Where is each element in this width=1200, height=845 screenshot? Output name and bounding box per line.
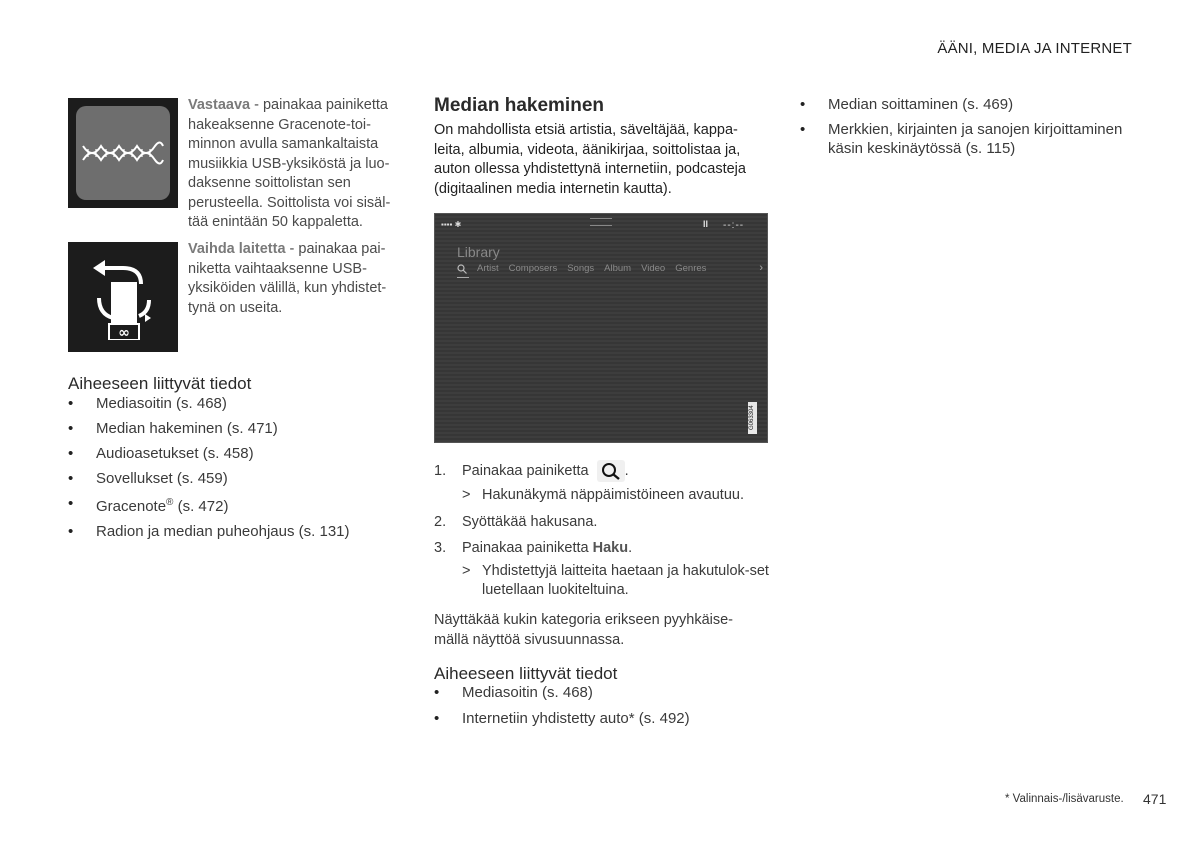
gracenote-row — [68, 98, 403, 233]
related-link[interactable]: • Gracenote® (s. 472) — [68, 495, 403, 523]
related-link[interactable]: • Radion ja median puheohjaus (s. 131) — [68, 523, 403, 548]
switch-device-icon — [68, 242, 178, 352]
switch-device-description — [188, 240, 403, 352]
related-link[interactable]: • Mediasoitin (s. 468) — [434, 684, 769, 710]
gracenote-icon — [68, 98, 178, 208]
related-link[interactable]: • Median soittaminen (s. 469) — [800, 96, 1140, 113]
pause-icon: II — [703, 219, 709, 229]
steps-list — [434, 460, 769, 601]
library-screenshot — [434, 213, 768, 443]
intro-paragraph: On mahdollista etsiä artistia, säveltäjää, kappa-leita, albumia, videota, äänikirjaa, soittolistaa ja, auton ollessa yhdistettynä internetiin, podcasteja (digitaalinen media internetin kautta). — [434, 122, 746, 197]
image-code: G063304 — [748, 402, 757, 434]
related-link[interactable]: • Internetiin yhdistetty auto* (s. 492) — [434, 710, 769, 736]
gracenote-term: Vastaava — [188, 97, 251, 113]
related-list — [68, 395, 403, 548]
step-3-result: > Yhdistettyjä laitteita haetaan ja hakutulok-set luetellaan luokiteltuina. — [462, 562, 769, 598]
related-link[interactable]: • Audioasetukset (s. 458) — [68, 445, 403, 470]
gracenote-description — [188, 96, 403, 233]
related-link[interactable]: • Median hakeminen (s. 471) — [68, 420, 403, 445]
related-link[interactable]: • Mediasoitin (s. 468) — [68, 395, 403, 420]
page-number: 471 — [1143, 791, 1167, 807]
related-link[interactable]: • Sovellukset (s. 459) — [68, 470, 403, 495]
section-title: ÄÄNI, MEDIA JA INTERNET — [937, 40, 1132, 57]
library-tabs — [457, 263, 706, 274]
search-icon[interactable] — [457, 264, 467, 274]
search-icon — [597, 460, 625, 482]
note-paragraph: Näyttäkää kukin kategoria erikseen pyyhkäise-mällä näyttöä sivusuunnassa. — [434, 612, 734, 648]
related-title: Aiheeseen liittyvät tiedot — [68, 374, 252, 393]
step-2: 2. Syöttäkää hakusana. — [434, 513, 598, 530]
section-heading: Median hakeminen — [434, 95, 604, 116]
related-list — [434, 684, 769, 736]
step-1-result: > Hakunäkymä näppäimistöineen avautuu. — [462, 487, 744, 503]
library-title: Library — [457, 244, 500, 260]
step-3: 3. Painakaa painiketta Haku. — [434, 539, 633, 556]
tab-genres[interactable]: Genres — [675, 263, 707, 274]
gracenote-text: - painakaa painiketta hakeaksenne Gracenote-toi-minnon avulla samankaltaista musiikkia USB-yksiköstä ja luo-daksenne soittolistan sen perusteella. Soittolista voi sisäl-tää enintään 50 kappaletta. — [188, 97, 391, 230]
time-display: --:-- — [723, 220, 745, 231]
active-tab-underline — [457, 277, 469, 278]
svg-text:∞: ∞ — [118, 325, 130, 340]
related-list — [800, 96, 1140, 158]
tab-album[interactable]: Album — [604, 263, 632, 274]
tab-composers[interactable]: Composers — [508, 263, 558, 274]
tab-songs[interactable]: Songs — [567, 263, 595, 274]
step-1: 1. Painakaa painiketta . — [434, 460, 769, 484]
switch-device-term: Vaihda laitetta — [188, 241, 286, 257]
haku-term: Haku — [592, 539, 629, 556]
menu-handle-icon — [590, 218, 612, 226]
signal-icon: ▪▪▪▪ ✱ — [441, 220, 462, 229]
related-title: Aiheeseen liittyvät tiedot — [434, 664, 618, 683]
switch-device-text: - painakaa pai-niketta vaihtaaksenne USB-yksiköiden välillä, kun yhdistet-tynä on useita. — [188, 241, 387, 316]
tab-video[interactable]: Video — [641, 263, 666, 274]
tab-artist[interactable]: Artist — [477, 263, 499, 274]
footnote: * Valinnais-/lisävaruste. — [1005, 793, 1124, 805]
switch-device-row — [68, 242, 403, 352]
related-link[interactable]: • Merkkien, kirjainten ja sanojen kirjoittaminen käsin keskinäytössä (s. 115) — [800, 120, 1130, 158]
dna-icon — [81, 138, 165, 168]
chevron-right-icon[interactable]: › — [759, 262, 763, 274]
